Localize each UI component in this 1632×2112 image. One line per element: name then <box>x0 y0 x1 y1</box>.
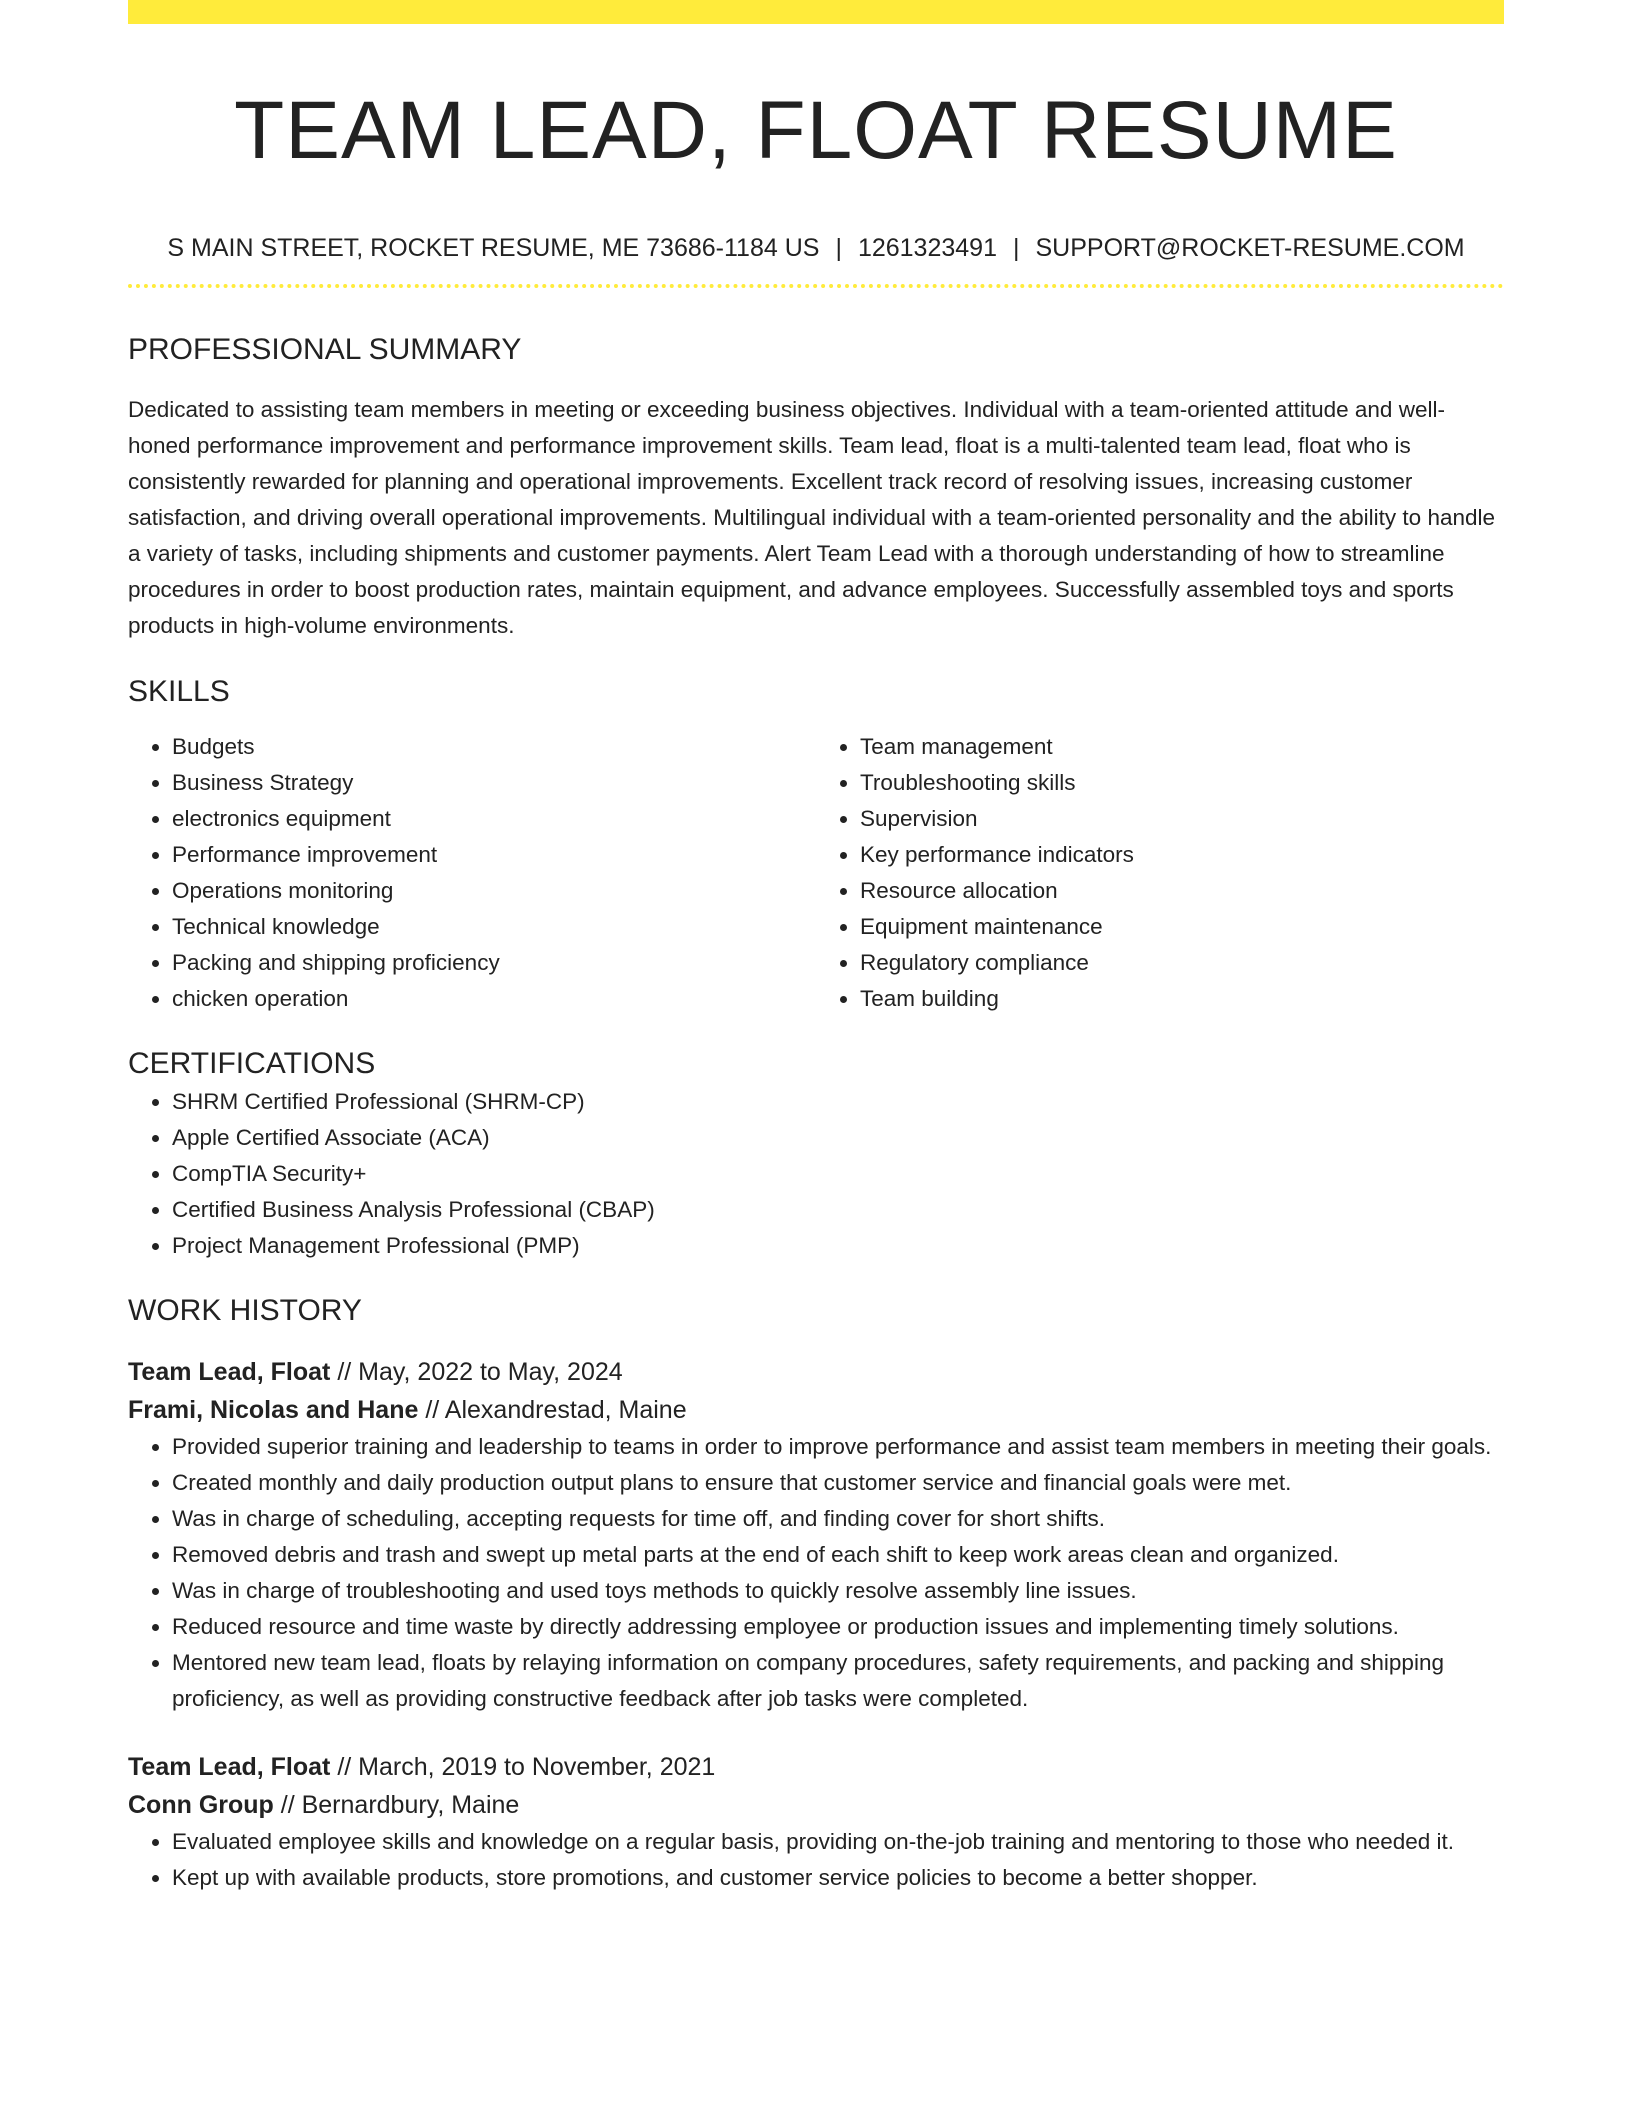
job-location: // Bernardbury, Maine <box>280 1791 520 1819</box>
resume-title: TEAM LEAD, FLOAT RESUME <box>234 85 1398 176</box>
job-duties-list <box>128 1429 1504 1717</box>
job-title-line <box>128 1353 1504 1391</box>
certifications-heading: CERTIFICATIONS <box>128 1047 376 1080</box>
list-item: • Created monthly and daily production output plans to ensure that customer service and financial goals were met. <box>172 1465 1504 1501</box>
list-item: • Evaluated employee skills and knowledge on a regular basis, providing on-the-job training and mentoring to those who needed it. <box>172 1824 1504 1860</box>
list-item: • Key performance indicators <box>860 837 1504 873</box>
list-item: • Team management <box>860 729 1504 765</box>
contact-separator: | <box>835 234 842 262</box>
list-item: • Mentored new team lead, floats by relaying information on company procedures, safety requirements, and packing and shipping proficiency, as well as providing constructive feedback after job tasks were completed. <box>172 1645 1504 1717</box>
list-item: • Removed debris and trash and swept up metal parts at the end of each shift to keep work areas clean and organized. <box>172 1537 1504 1573</box>
summary-text: Dedicated to assisting team members in meeting or exceeding business objectives. Individual with a team-oriented attitude and well-honed performance improvement and performance improvement skills. Team lead, float is a multi-talented team lead, float who is consistently rewarded for planning and operational improvements. Excellent track record of resolving issues, increasing customer satisfaction, and driving overall operational improvements. Multilingual individual with a team-oriented personality and the ability to handle a variety of tasks, including shipments and customer payments. Alert Team Lead with a thorough understanding of how to streamline procedures in order to boost production rates, maintain equipment, and advance employees. Successfully assembled toys and sports products in high-volume environments. <box>128 397 1496 638</box>
resume-page <box>128 0 1504 1896</box>
skills-list-left <box>128 729 816 1017</box>
dotted-divider <box>128 284 1504 288</box>
list-item: • Operations monitoring <box>172 873 816 909</box>
job-company-line <box>128 1391 1504 1429</box>
contact-phone: 1261323491 <box>857 234 997 262</box>
list-item: • Was in charge of troubleshooting and used toys methods to quickly resolve assembly line issues. <box>172 1573 1504 1609</box>
job-location: // Alexandrestad, Maine <box>425 1396 687 1424</box>
job-title-line <box>128 1748 1504 1786</box>
list-item: • Reduced resource and time waste by directly addressing employee or production issues and implementing timely solutions. <box>172 1609 1504 1645</box>
list-item: • Packing and shipping proficiency <box>172 945 816 981</box>
job-role: Team Lead, Float <box>128 1753 331 1781</box>
job-duties-list <box>128 1824 1504 1896</box>
skills-list-right <box>816 729 1504 1017</box>
list-item: • Regulatory compliance <box>860 945 1504 981</box>
list-item: • Supervision <box>860 801 1504 837</box>
list-item: • electronics equipment <box>172 801 816 837</box>
job-dates: // May, 2022 to May, 2024 <box>337 1358 623 1386</box>
skills-heading: SKILLS <box>128 675 230 708</box>
certifications-list <box>128 1084 1504 1264</box>
list-item: • Technical knowledge <box>172 909 816 945</box>
list-item: • SHRM Certified Professional (SHRM-CP) <box>172 1084 1504 1120</box>
list-item: • Was in charge of scheduling, accepting requests for time off, and finding cover for short shifts. <box>172 1501 1504 1537</box>
list-item: • Budgets <box>172 729 816 765</box>
list-item: • Kept up with available products, store promotions, and customer service policies to become a better shopper. <box>172 1860 1504 1896</box>
list-item: • CompTIA Security+ <box>172 1156 1504 1192</box>
job-company: Frami, Nicolas and Hane <box>128 1396 419 1424</box>
list-item: • Troubleshooting skills <box>860 765 1504 801</box>
list-item: • Certified Business Analysis Professional (CBAP) <box>172 1192 1504 1228</box>
contact-separator: | <box>1012 234 1020 262</box>
contact-line <box>128 231 1504 265</box>
work-history-heading: WORK HISTORY <box>128 1294 362 1327</box>
list-item: • Performance improvement <box>172 837 816 873</box>
list-item: • Apple Certified Associate (ACA) <box>172 1120 1504 1156</box>
list-item: • Equipment maintenance <box>860 909 1504 945</box>
list-item: • Project Management Professional (PMP) <box>172 1228 1504 1264</box>
job-company: Conn Group <box>128 1791 274 1819</box>
top-accent-bar <box>128 0 1504 24</box>
list-item: • Provided superior training and leadership to teams in order to improve performance and assist team members in meeting their goals. <box>172 1429 1504 1465</box>
list-item: • Resource allocation <box>860 873 1504 909</box>
contact-email: SUPPORT@ROCKET-RESUME.COM <box>1035 234 1465 262</box>
summary-heading: PROFESSIONAL SUMMARY <box>128 333 522 366</box>
list-item: • Team building <box>860 981 1504 1017</box>
job-dates: // March, 2019 to November, 2021 <box>337 1753 716 1781</box>
job-role: Team Lead, Float <box>128 1358 331 1386</box>
skills-columns <box>128 729 1504 1017</box>
list-item: • Business Strategy <box>172 765 816 801</box>
contact-address: S MAIN STREET, ROCKET RESUME, ME 73686-1184 US <box>167 234 820 262</box>
list-item: • chicken operation <box>172 981 816 1017</box>
job-company-line <box>128 1786 1504 1824</box>
